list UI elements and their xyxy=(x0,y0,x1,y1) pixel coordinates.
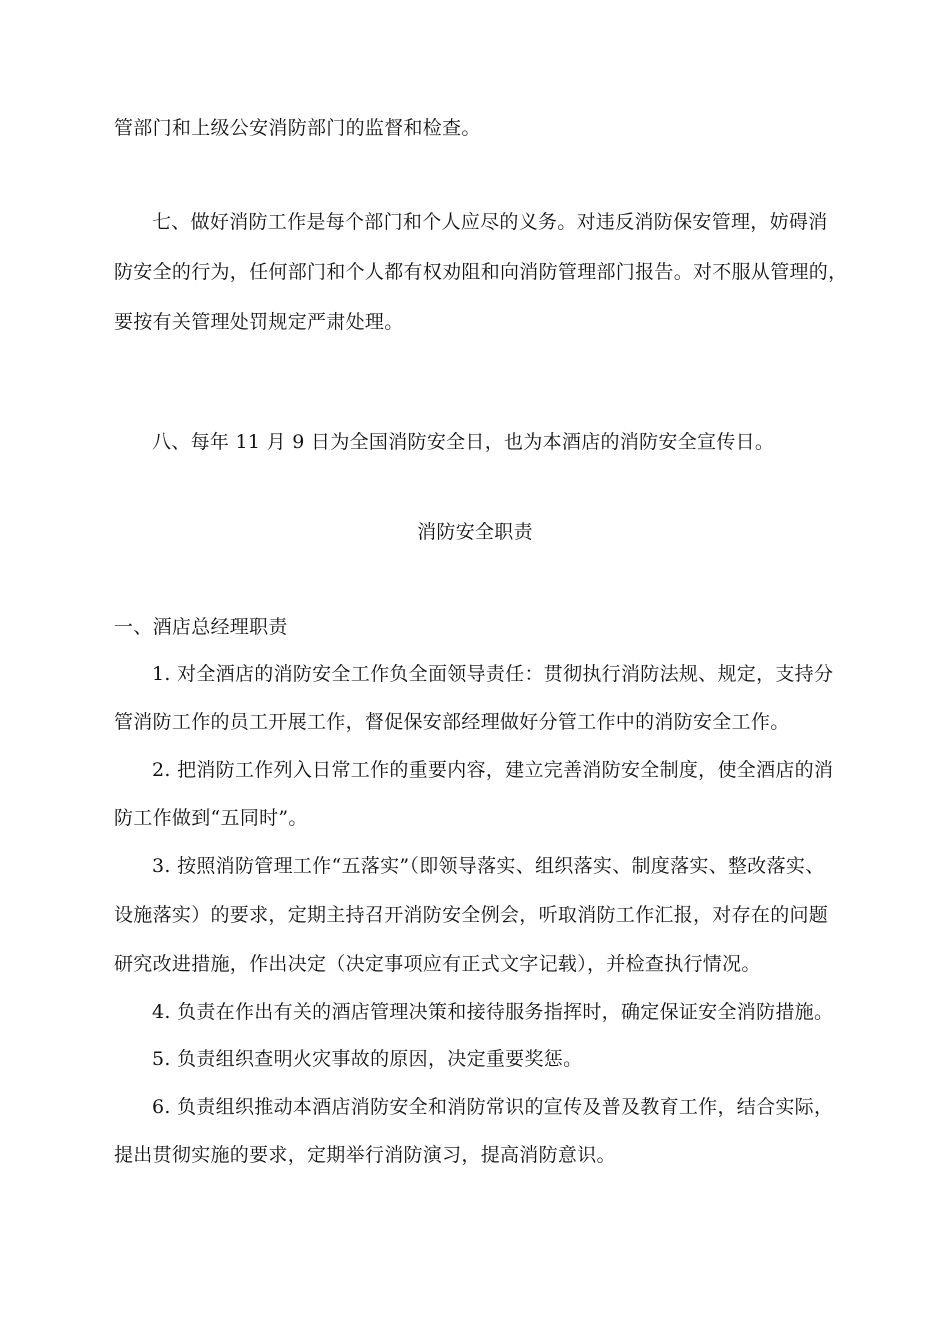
item-4-line: 4. 负责在作出有关的酒店管理决策和接待服务指挥时，确定保证安全消防措施。 xyxy=(152,1001,834,1023)
paragraph-line: 提出贯彻实施的要求，定期举行消防演习，提高消防意识。 xyxy=(114,1144,616,1166)
section-title: 消防安全职责 xyxy=(417,521,533,543)
paragraph-line: 防安全的行为，任何部门和个人都有权劝阻和向消防管理部门报告。对不服从管理的， xyxy=(114,261,848,283)
paragraph-line: 管消防工作的员工开展工作，督促保安部经理做好分管工作中的消防安全工作。 xyxy=(114,711,790,733)
paragraph-line: 研究改进措施，作出决定（决定事项应有正式文字记载），并检查执行情况。 xyxy=(114,953,761,975)
paragraph-line: 管部门和上级公安消防部门的监督和检查。 xyxy=(114,117,481,139)
item-1-line: 1. 对全酒店的消防安全工作负全面领导责任：贯彻执行消防法规、规定，支持分 xyxy=(152,663,834,685)
item-6-line: 6. 负责组织推动本酒店消防安全和消防常识的宣传及普及教育工作，结合实际， xyxy=(152,1096,834,1118)
clause-eight-line: 八、每年 11 月 9 日为全国消防安全日，也为本酒店的消防安全宣传日。 xyxy=(152,431,775,453)
item-3-line: 3. 按照消防管理工作“五落实”（即领导落实、组织落实、制度落实、整改落实、 xyxy=(152,855,825,877)
paragraph-line: 设施落实）的要求，定期主持召开消防安全例会，听取消防工作汇报，对存在的问题 xyxy=(114,904,829,926)
item-5-line: 5. 负责组织查明火灾事故的原因，决定重要奖惩。 xyxy=(152,1048,583,1070)
paragraph-line: 要按有关管理处罚规定严肃处理。 xyxy=(114,311,404,333)
paragraph-line: 防工作做到“五同时”。 xyxy=(114,807,308,829)
clause-seven-line: 七、做好消防工作是每个部门和个人应尽的义务。对违反消防保安管理，妨碍消 xyxy=(152,211,828,233)
item-2-line: 2. 把消防工作列入日常工作的重要内容，建立完善消防安全制度，使全酒店的消 xyxy=(152,759,834,781)
section-heading: 一、酒店总经理职责 xyxy=(114,616,288,638)
